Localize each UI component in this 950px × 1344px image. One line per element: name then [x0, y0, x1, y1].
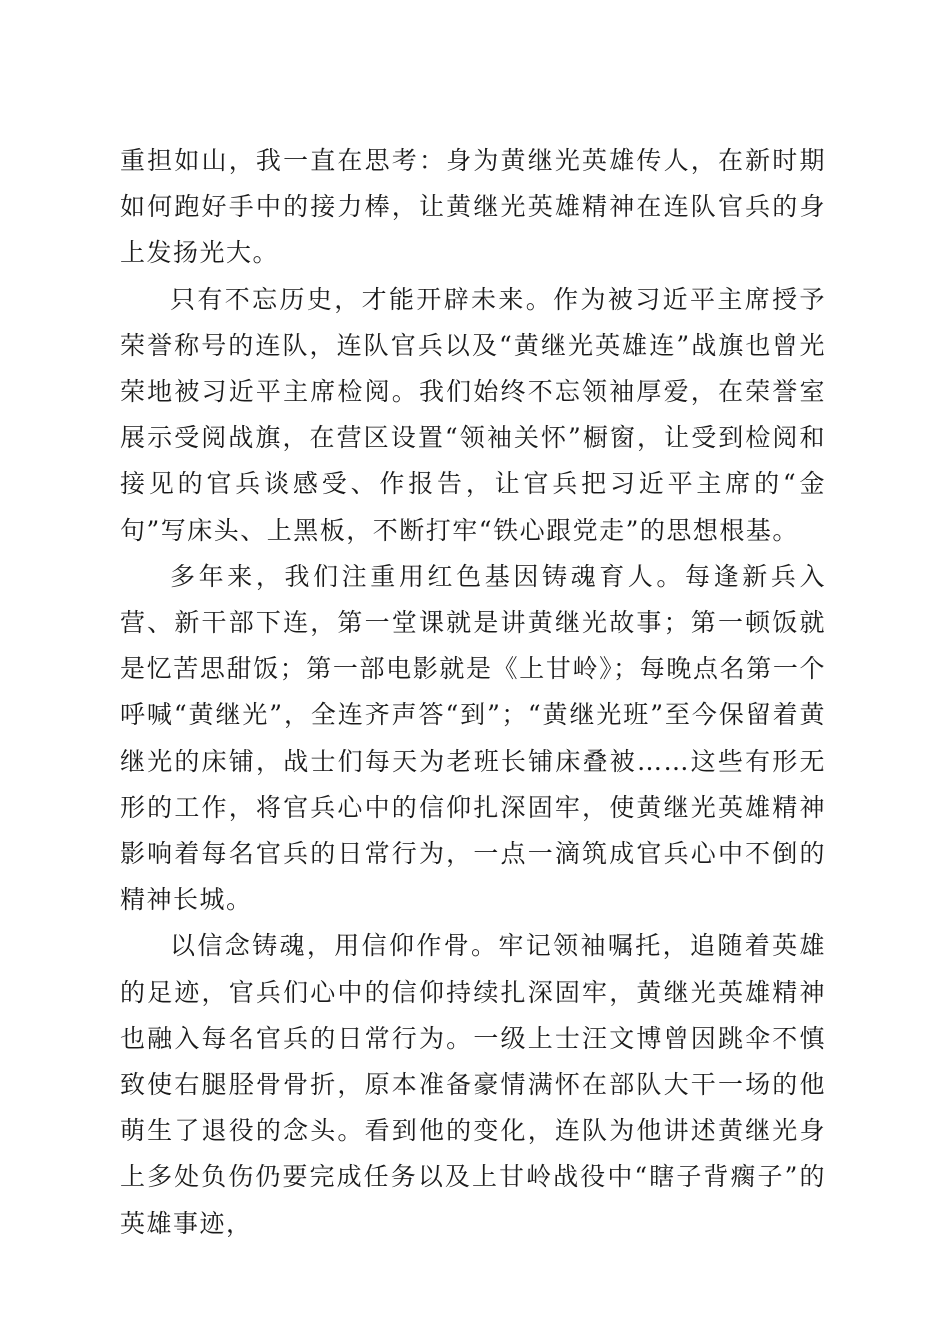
paragraph-4: 以信念铸魂，用信仰作骨。牢记领袖嘱托，追随着英雄的足迹，官兵们心中的信仰持续扎深固牢，黄继光英雄精神也融入每名官兵的日常行为。一级上士汪文博曾因跳伞不慎致使右腿胫骨骨折，原本准备豪情满怀在部队大干一场的他萌生了退役的念头。看到他的变化，连队为他讲述黄继光身上多处负伤仍要完成任务以及上甘岭战役中“瞎子背瘸子”的英雄事迹， — [120, 931, 826, 1238]
paragraph-2: 只有不忘历史，才能开辟未来。作为被习近平主席授予荣誉称号的连队，连队官兵以及“黄继光英雄连”战旗也曾光荣地被习近平主席检阅。我们始终不忘领袖厚爱，在荣誉室展示受阅战旗，在营区设置“领袖关怀”橱窗，让受到检阅和接见的官兵谈感受、作报告，让官兵把习近平主席的“金句”写床头、上黑板，不断打牢“铁心跟党走”的思想根基。 — [120, 284, 826, 545]
paragraph-1: 重担如山，我一直在思考：身为黄继光英雄传人，在新时期如何跑好手中的接力棒，让黄继光英雄精神在连队官兵的身上发扬光大。 — [120, 146, 826, 268]
body-text — [120, 138, 826, 1247]
paragraph-3: 多年来，我们注重用红色基因铸魂育人。每逢新兵入营、新干部下连，第一堂课就是讲黄继光故事；第一顿饭就是忆苦思甜饭；第一部电影就是《上甘岭》；每晚点名第一个呼喊“黄继光”，全连齐声答“到”；“黄继光班”至今保留着黄继光的床铺，战士们每天为老班长铺床叠被……这些有形无形的工作，将官兵心中的信仰扎深固牢，使黄继光英雄精神影响着每名官兵的日常行为，一点一滴筑成官兵心中不倒的精神长城。 — [120, 561, 826, 915]
